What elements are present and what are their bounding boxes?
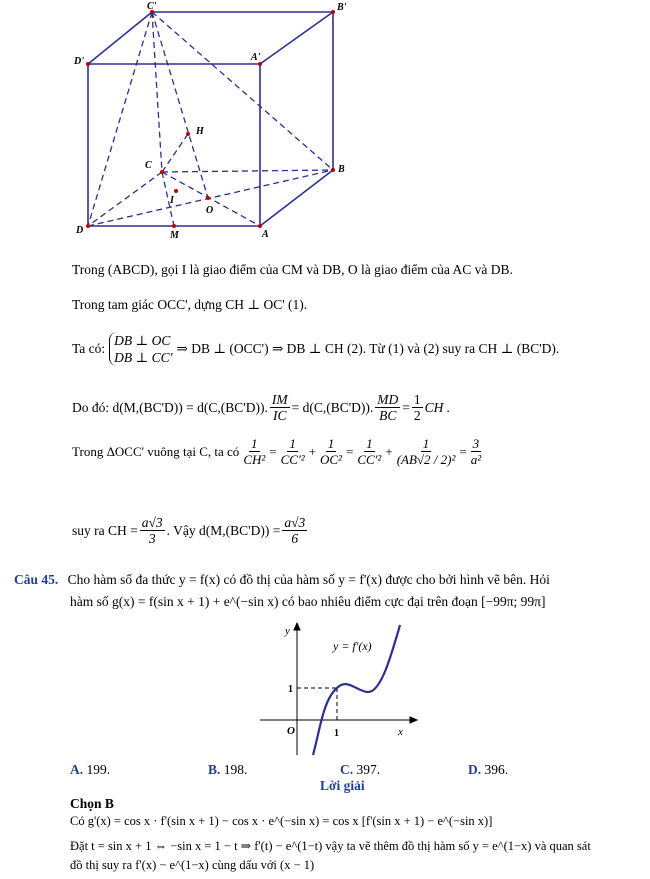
sol44-line6 [72,515,309,546]
label-i: I [170,195,174,206]
frac-den: OC² [320,452,342,467]
frac-num: 1 [366,436,373,451]
frac-num: a√3 [284,515,306,530]
frac-3 [318,436,344,467]
sol44-line3-pre: Ta có: [72,341,106,356]
frac-8 [282,515,307,546]
y-tick-label: 1 [288,684,293,695]
frac-1 [241,436,267,467]
frac-5 [395,436,458,467]
frac-num: a√3 [141,515,163,530]
eq-sign: = [345,443,354,459]
system-row-1: DB ⊥ OC [114,333,171,348]
solution-choice: Chọn B [70,796,114,811]
answer-d[interactable] [468,762,508,778]
answer-a[interactable] [70,762,110,778]
frac-num: 1 [413,392,421,407]
line4-mid: = d(C,(BC'D)). [291,399,374,415]
frac-den: (AB√2 / 2)² [396,452,456,467]
frac-den: CC'² [280,452,305,467]
plus-sign: + [385,443,393,459]
question-label: Câu 45. [14,572,59,587]
plus-sign: + [308,443,316,459]
frac-md-bc [375,392,400,423]
label-b: B [338,164,345,175]
answer-a-key: A. [70,762,84,777]
frac-den: 2 [413,408,421,423]
label-b-prime: B' [337,2,347,13]
frac-num: 3 [472,436,480,451]
frac-num: 1 [289,436,296,451]
x-tick-label: 1 [334,728,339,739]
line5-pre: Trong ΔOCC' vuông tại C, ta có [72,443,240,459]
system-row-2: DB ⊥ CC' [114,350,173,365]
line6-mid: . Vậy d(M,(BC'D)) = [166,522,281,538]
solution-line1: Có g'(x) = cos x · f'(sin x + 1) − cos x · e^(−sin x) = cos x [f'(sin x + 1) − e^(−sin x)] [70,814,493,828]
frac-den: IC [272,408,287,423]
frac-den: CC'² [357,452,382,467]
sol44-line3-post: ⇒ DB ⊥ (OCC') ⇒ DB ⊥ CH (2). Từ (1) và (2) suy ra CH ⊥ (BC'D). [176,341,560,356]
frac-half [412,392,423,423]
frac-num: 1 [422,436,430,451]
label-c: C [145,160,152,171]
label-d-prime: D' [74,56,84,67]
line4-pre: Do đó: d(M,(BC'D)) = d(C,(BC'D)). [72,399,268,415]
solution-line2: Đặt t = sin x + 1 ⇔ −sin x = 1 − t ⇒ f'(t) − e^(1−t) vậy ta vẽ thêm đồ thị hàm số y = e^(1−x) và quan sát [70,839,591,853]
system-brace [109,332,172,366]
q45-line1 [14,572,550,588]
answer-b-value: 198. [223,762,248,777]
label-m: M [170,230,179,241]
answer-a-value: 199. [86,762,111,777]
frac-im-ic [270,392,290,423]
frac-2 [279,436,307,467]
frac-den: BC [379,408,397,423]
y-axis-label: y [285,625,290,637]
frac-den: CH² [243,452,266,467]
answer-c[interactable] [340,762,380,778]
line4-eq: = [402,399,410,415]
frac-num: IM [271,392,288,407]
label-d: D [76,225,84,236]
solution-heading: Lời giải [320,778,365,793]
label-o: O [206,205,214,216]
sol44-line5 [72,436,485,467]
frac-den: a² [470,452,482,467]
frac-num: MD [377,392,399,407]
label-h: H [196,126,204,137]
label-a-prime: A' [251,52,261,63]
eq-sign: = [269,443,277,459]
q45-text1: Cho hàm số đa thức y = f(x) có đồ thị của hàm số y = f'(x) được cho bởi hình vẽ bên. Hỏi [67,572,550,587]
sol44-line3 [72,332,559,366]
derivative-graph [255,620,420,760]
x-axis-label: x [398,726,403,738]
label-a: A [262,229,269,240]
answer-c-value: 397. [356,762,381,777]
line4-end: CH . [424,399,451,415]
sol44-line4 [72,392,450,423]
sol44-line2: Trong tam giác OCC', dựng CH ⊥ OC' (1). [72,297,308,312]
line6-pre: suy ra CH = [72,522,138,538]
curve-label: y = f'(x) [333,639,372,653]
answer-d-value: 396. [484,762,509,777]
answer-c-key: C. [340,762,354,777]
label-c-prime: C' [147,1,157,12]
origin-label: O [287,725,295,737]
cube-figure [70,0,360,245]
answer-b-key: B. [208,762,221,777]
sol44-line1: Trong (ABCD), gọi I là giao điểm của CM và DB, O là giao điểm của AC và DB. [72,262,513,277]
eq-sign: = [459,443,467,459]
frac-7 [140,515,165,546]
q45-line2: hàm số g(x) = f(sin x + 1) + e^(−sin x) có bao nhiêu điểm cực đại trên đoạn [−99π; 99π] [70,594,546,609]
frac-6 [469,436,483,467]
frac-4 [355,436,383,467]
answer-d-key: D. [468,762,482,777]
frac-num: 1 [327,436,335,451]
answer-b[interactable] [208,762,247,778]
frac-den: 6 [291,531,299,546]
frac-num: 1 [251,436,258,451]
solution-line3: đồ thị suy ra f'(x) − e^(1−x) cùng dấu với (x − 1) [70,858,315,872]
frac-den: 3 [148,531,156,546]
